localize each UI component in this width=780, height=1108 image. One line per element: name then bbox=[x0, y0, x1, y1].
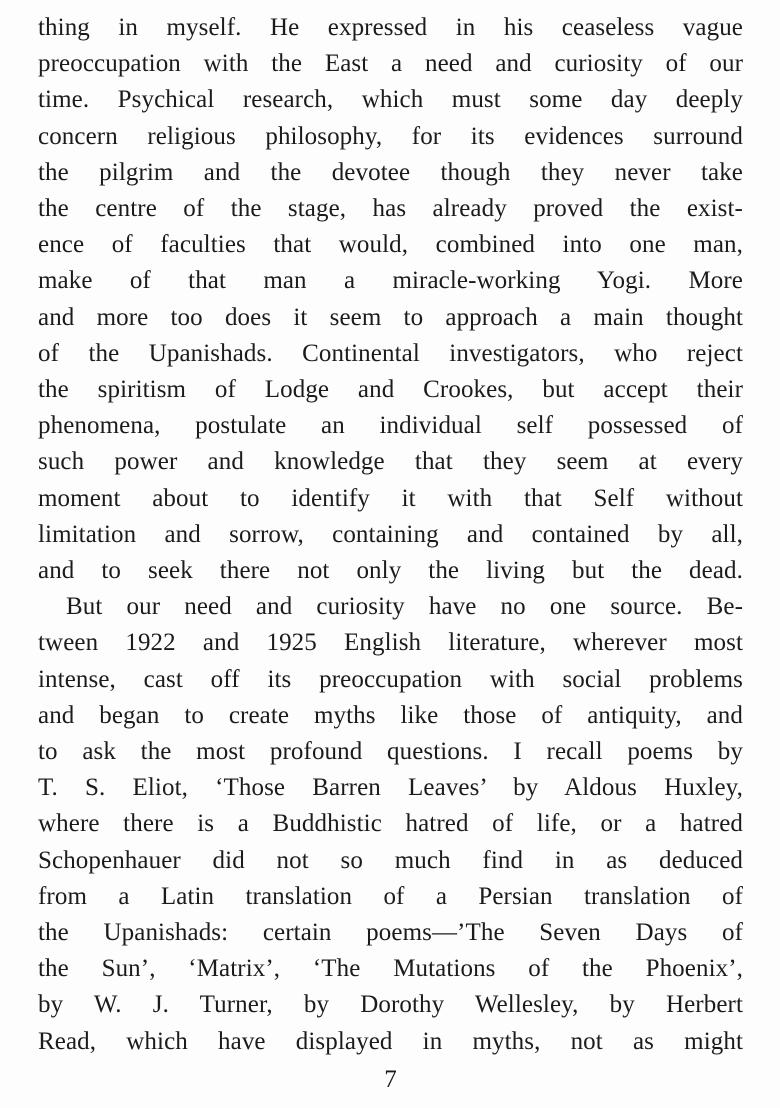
text-line: time. Psychical research, which must some day deeply bbox=[38, 86, 743, 114]
text-line: and to seek there not only the living but the dead. bbox=[38, 557, 743, 585]
text-line: of the Upanishads. Continental investigators, who reject bbox=[38, 339, 743, 367]
text-line: from a Latin translation of a Persian translation of bbox=[38, 882, 743, 910]
text-line: the Upanishads: certain poems—’The Seven Days of bbox=[38, 919, 743, 947]
paragraph-1 bbox=[38, 10, 743, 589]
text-line: the pilgrim and the devotee though they never take bbox=[38, 158, 743, 186]
text-line: to ask the most profound questions. I recall poems by bbox=[38, 738, 743, 766]
text-line: the centre of the stage, has already proved the exist- bbox=[38, 195, 743, 223]
text-line: ence of faculties that would, combined into one man, bbox=[38, 231, 743, 259]
text-line: such power and knowledge that they seem at every bbox=[38, 448, 743, 476]
text-line: make of that man a miracle-working Yogi. More bbox=[38, 267, 743, 295]
text-line: tween 1922 and 1925 English literature, wherever most bbox=[38, 629, 743, 657]
text-line: where there is a Buddhistic hatred of life, or a hatred bbox=[38, 810, 743, 838]
text-line: and began to create myths like those of antiquity, and bbox=[38, 701, 743, 729]
page-number: 7 bbox=[384, 1065, 397, 1093]
page-text bbox=[38, 10, 743, 1060]
text-line: phenomena, postulate an individual self possessed of bbox=[38, 412, 743, 440]
text-line: Read, which have displayed in myths, not as might bbox=[38, 1027, 743, 1055]
text-line: But our need and curiosity have no one source. Be- bbox=[66, 593, 743, 621]
text-line: and more too does it seem to approach a main thought bbox=[38, 303, 743, 331]
text-line: moment about to identify it with that Self without bbox=[38, 484, 743, 512]
text-line: thing in myself. He expressed in his ceaseless vague bbox=[38, 14, 743, 41]
text-line: intense, cast off its preoccupation with social problems bbox=[38, 665, 743, 693]
paragraph-2 bbox=[38, 589, 743, 1060]
text-line: the spiritism of Lodge and Crookes, but accept their bbox=[38, 376, 743, 404]
text-line: T. S. Eliot, ‘Those Barren Leaves’ by Aldous Huxley, bbox=[38, 774, 743, 802]
text-line: concern religious philosophy, for its evidences surround bbox=[38, 122, 743, 150]
text-line: limitation and sorrow, containing and contained by all, bbox=[38, 520, 743, 548]
text-line: by W. J. Turner, by Dorothy Wellesley, by Herbert bbox=[38, 991, 743, 1019]
text-line: Schopenhauer did not so much find in as deduced bbox=[38, 846, 743, 874]
text-line: the Sun’, ‘Matrix’, ‘The Mutations of the Phoenix’, bbox=[38, 955, 743, 983]
text-line: preoccupation with the East a need and curiosity of our bbox=[38, 50, 743, 78]
